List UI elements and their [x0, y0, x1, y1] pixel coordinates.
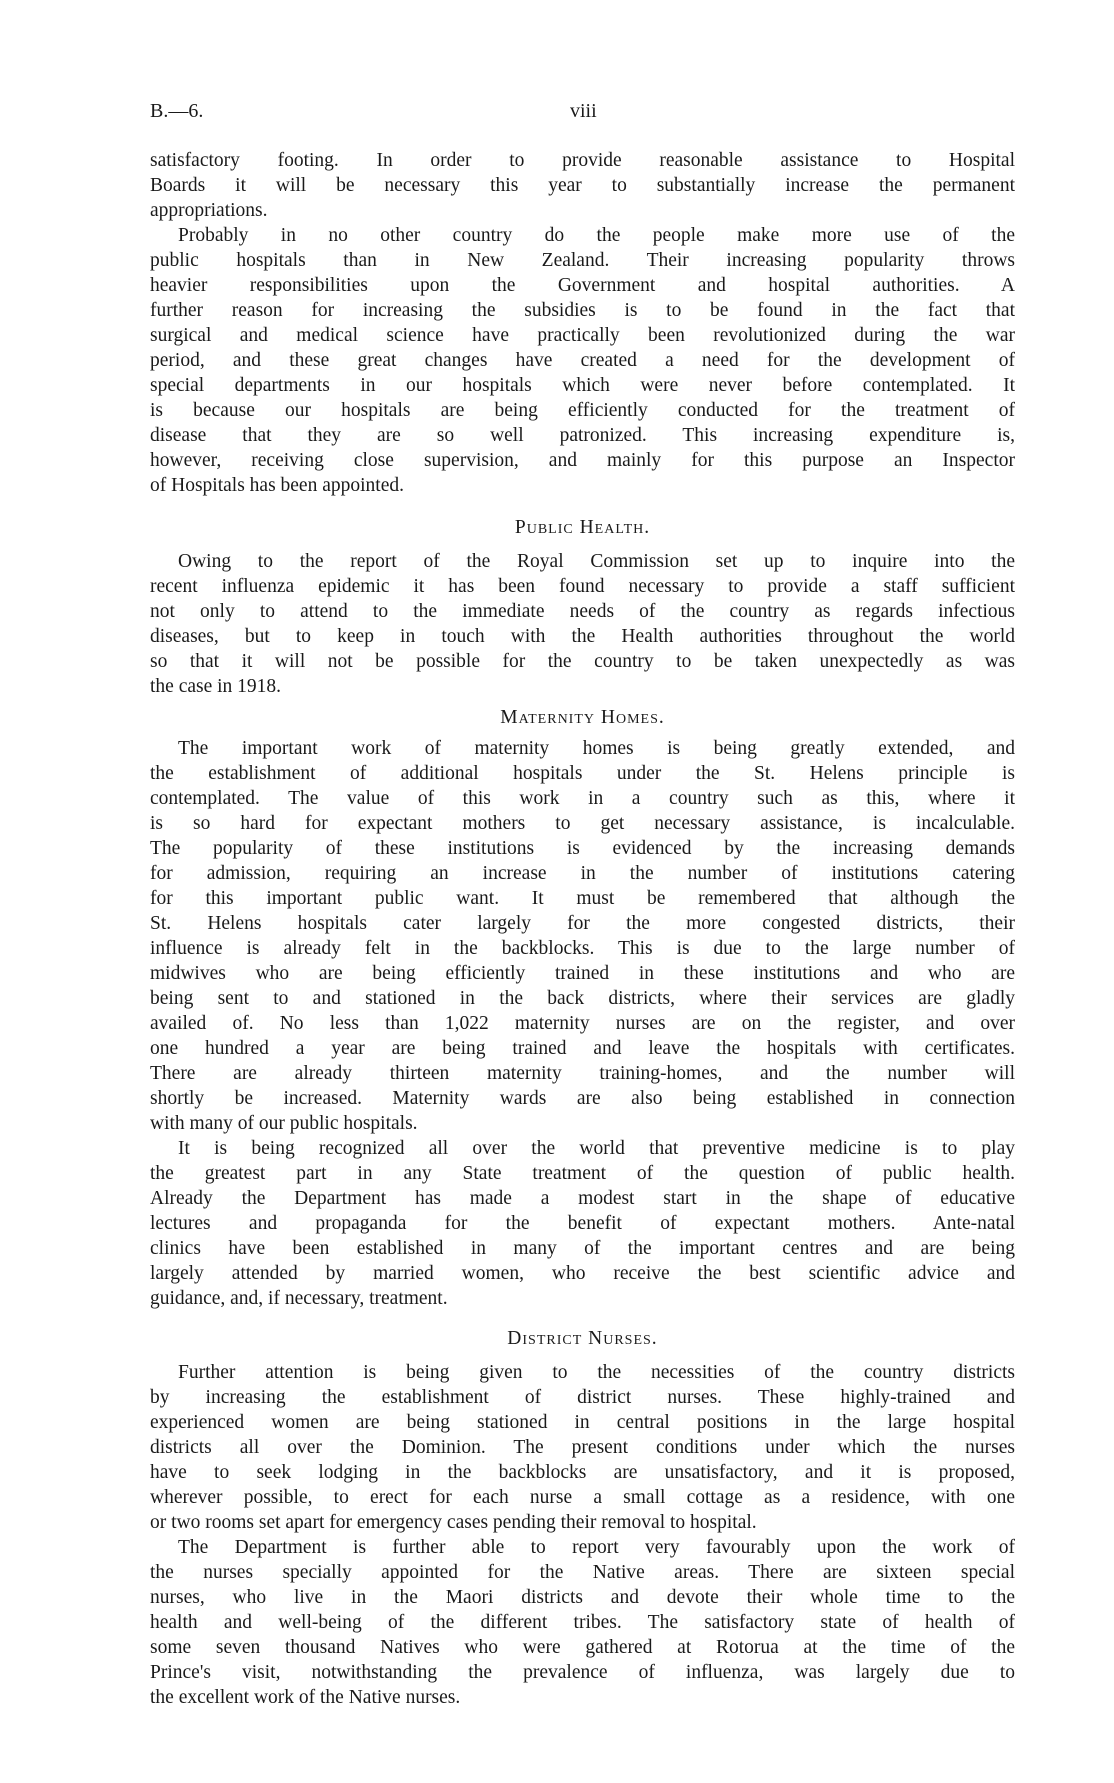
paragraph: [150, 223, 1015, 498]
page-header: [150, 100, 1015, 126]
text-line: so that it will not be possible for the country to be taken unexpectedly as was: [150, 651, 1015, 672]
paragraph: [150, 549, 1015, 699]
text-line: however, receiving close supervision, and mainly for this purpose an Inspector: [150, 450, 1015, 471]
text-line: diseases, but to keep in touch with the Health authorities throughout the world: [150, 626, 1015, 647]
text-line: special departments in our hospitals which were never before contemplated. It: [150, 375, 1015, 396]
text-line: lectures and propaganda for the benefit of expectant mothers. Ante-natal: [150, 1213, 1015, 1234]
text-line: satisfactory footing. In order to provide reasonable assistance to Hospital: [150, 150, 1015, 171]
text-line: appropriations.: [150, 200, 268, 221]
text-line: some seven thousand Natives who were gathered at Rotorua at the time of the: [150, 1637, 1015, 1658]
paragraph: [150, 736, 1015, 1136]
text-line: have to seek lodging in the backblocks are unsatisfactory, and it is proposed,: [150, 1462, 1015, 1483]
section-heading: Public Health.: [514, 517, 651, 538]
text-line: availed of. No less than 1,022 maternity nurses are on the register, and over: [150, 1013, 1015, 1034]
text-line: The important work of maternity homes is being greatly extended, and: [178, 738, 1015, 759]
text-line: districts all over the Dominion. The present conditions under which the nurses: [150, 1437, 1015, 1458]
text-line: the nurses specially appointed for the Native areas. There are sixteen special: [150, 1562, 1015, 1583]
text-line: Owing to the report of the Royal Commission set up to inquire into the: [178, 551, 1015, 572]
text-line: period, and these great changes have created a need for the development of: [150, 350, 1015, 371]
text-line: recent influenza epidemic it has been found necessary to provide a staff sufficient: [150, 576, 1015, 597]
section-heading: District Nurses.: [507, 1328, 658, 1349]
text-line: Probably in no other country do the people make more use of the: [178, 225, 1015, 246]
paragraph: [150, 148, 1015, 223]
text-line: St. Helens hospitals cater largely for the more congested districts, their: [150, 913, 1015, 934]
text-line: is because our hospitals are being efficiently conducted for the treatment of: [150, 400, 1015, 421]
paragraph: [150, 1535, 1015, 1710]
text-line: Boards it will be necessary this year to substantially increase the permanent: [150, 175, 1015, 196]
text-line: disease that they are so well patronized. This increasing expenditure is,: [150, 425, 1015, 446]
text-line: guidance, and, if necessary, treatment.: [150, 1288, 448, 1309]
text-line: health and well-being of the different tribes. The satisfactory state of health of: [150, 1612, 1015, 1633]
text-line: is so hard for expectant mothers to get necessary assistance, is incalculable.: [150, 813, 1015, 834]
text-line: the case in 1918.: [150, 676, 282, 697]
text-line: not only to attend to the immediate needs of the country as regards infectious: [150, 601, 1015, 622]
text-line: clinics have been established in many of the important centres and are being: [150, 1238, 1015, 1259]
page-number: viii: [570, 100, 597, 122]
text-line: being sent to and stationed in the back districts, where their services are gladly: [150, 988, 1015, 1009]
text-line: by increasing the establishment of district nurses. These highly-trained and: [150, 1387, 1015, 1408]
text-line: There are already thirteen maternity training-homes, and the number will: [150, 1063, 1015, 1084]
text-line: nurses, who live in the Maori districts and devote their whole time to the: [150, 1587, 1015, 1608]
text-line: of Hospitals has been appointed.: [150, 475, 404, 496]
text-line: the establishment of additional hospitals under the St. Helens principle is: [150, 763, 1015, 784]
text-line: Prince's visit, notwithstanding the prevalence of influenza, was largely due to: [150, 1662, 1015, 1683]
text-line: wherever possible, to erect for each nurse a small cottage as a residence, with one: [150, 1487, 1015, 1508]
document-body: [150, 148, 1015, 1710]
section-heading: Maternity Homes.: [500, 707, 665, 728]
text-line: or two rooms set apart for emergency cases pending their removal to hospital.: [150, 1512, 757, 1533]
paragraph: [150, 1360, 1015, 1535]
text-line: for this important public want. It must be remembered that although the: [150, 888, 1015, 909]
text-line: surgical and medical science have practically been revolutionized during the war: [150, 325, 1015, 346]
text-line: the excellent work of the Native nurses.: [150, 1687, 461, 1708]
text-line: further reason for increasing the subsidies is to be found in the fact that: [150, 300, 1015, 321]
text-line: Further attention is being given to the necessities of the country districts: [178, 1362, 1015, 1383]
text-line: experienced women are being stationed in central positions in the large hospital: [150, 1412, 1015, 1433]
text-line: one hundred a year are being trained and leave the hospitals with certificates.: [150, 1038, 1015, 1059]
text-line: with many of our public hospitals.: [150, 1113, 418, 1134]
text-line: The popularity of these institutions is evidenced by the increasing demands: [150, 838, 1015, 859]
text-line: midwives who are being efficiently trained in these institutions and who are: [150, 963, 1015, 984]
text-line: Already the Department has made a modest start in the shape of educative: [150, 1188, 1015, 1209]
text-line: shortly be increased. Maternity wards are also being established in connection: [150, 1088, 1015, 1109]
text-line: public hospitals than in New Zealand. Their increasing popularity throws: [150, 250, 1015, 271]
paragraph: [150, 1136, 1015, 1311]
text-line: influence is already felt in the backblocks. This is due to the large number of: [150, 938, 1015, 959]
text-line: contemplated. The value of this work in a country such as this, where it: [150, 788, 1015, 809]
text-line: for admission, requiring an increase in the number of institutions catering: [150, 863, 1015, 884]
text-line: The Department is further able to report very favourably upon the work of: [178, 1537, 1015, 1558]
text-line: largely attended by married women, who receive the best scientific advice and: [150, 1263, 1015, 1284]
text-line: the greatest part in any State treatment of the question of public health.: [150, 1163, 1015, 1184]
text-line: It is being recognized all over the world that preventive medicine is to play: [178, 1138, 1015, 1159]
document-reference: B.—6.: [150, 100, 204, 122]
text-line: heavier responsibilities upon the Government and hospital authorities. A: [150, 275, 1015, 296]
